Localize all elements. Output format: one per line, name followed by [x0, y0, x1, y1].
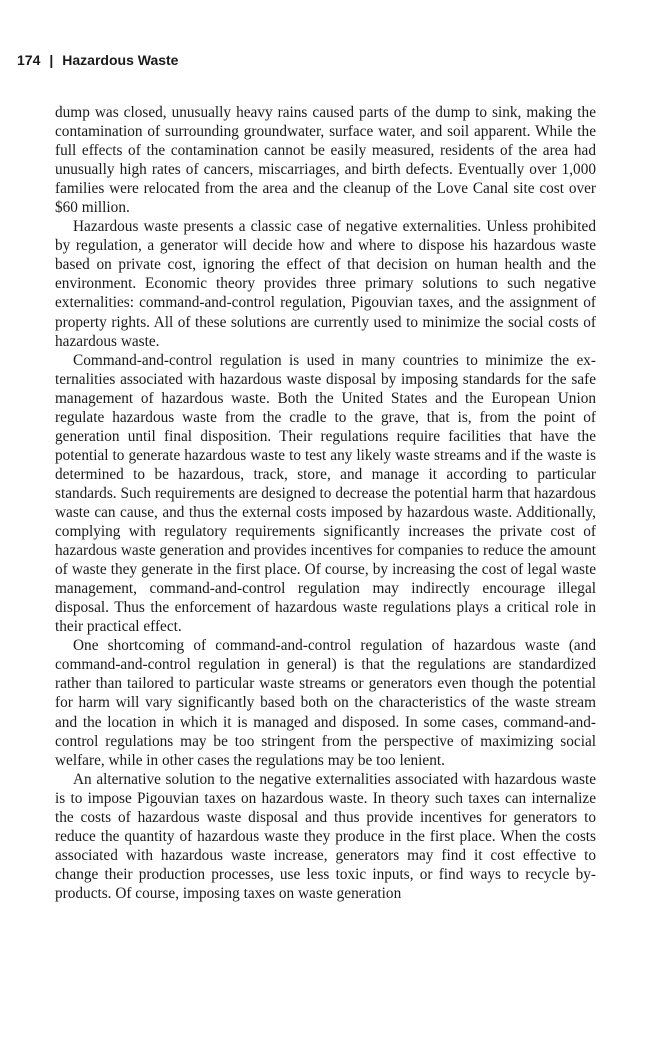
- running-title: Hazardous Waste: [62, 52, 179, 68]
- paragraph: Hazardous waste presents a classic case of negative externalities. Unless prohibited by regulation, a generator will decide how and where to dispose his hazardous waste based on private cost, ignoring the effect of that decision on human health and the environment. Economic theory provides three primary solutions to such negative externalities: command-and-control regulation, Pigouvian taxes, and the assignment of property rights. All of these solutions are currently used to minimize the social costs of hazardous waste.: [55, 218, 596, 350]
- header-separator: |: [49, 52, 54, 68]
- running-head: [17, 51, 178, 69]
- page-number: 174: [17, 52, 41, 68]
- paragraph: Command-and-control regulation is used in many countries to minimize the externalities associated with hazardous waste disposal by imposing standards for the safe management of hazardous waste. Both the United States and the European Union regulate hazardous waste from the cradle to the grave, that is, from the point of generation until final disposition. Their regulations require facilities that have the potential to generate hazardous waste to test any likely waste streams and if the waste is determined to be hazardous, track, store, and manage it according to particular standards. Such requirements are designed to decrease the potential harm that hazardous waste can cause, and thus the external costs imposed by hazardous waste. Additionally, complying with regulatory requirements significantly increases the private cost of hazardous waste generation and provides incentives for companies to reduce the amount of waste they generate in the first place. Of course, by increasing the cost of legal waste management, command-and-control regulation may indirectly encourage illegal disposal. Thus the enforcement of hazardous waste regulations plays a critical role in their practical effect.: [55, 351, 596, 636]
- paragraph: An alternative solution to the negative externalities associated with hazardous waste is to impose Pigouvian taxes on hazardous waste. In theory such taxes can internalize the costs of hazardous waste disposal and thus provide incentives for generators to reduce the quantity of hazardous waste they produce in the first place. When the costs associated with hazardous waste increase, generators may find it cost effective to change their production processes, use less toxic inputs, or find ways to recycle by-products. Of course, imposing taxes on waste generation: [55, 770, 596, 902]
- body-text: [55, 103, 596, 903]
- paragraph: One shortcoming of command-and-control regulation of hazardous waste (and command-and-control regulation in general) is that the regulations are standardized rather than tailored to particular waste streams or generators even though the potential for harm will vary significantly based both on the characteristics of the waste stream and the location in which it is managed and disposed. In some cases, command-and-control regulations may be too stringent from the perspective of maximizing social welfare, while in other cases the regulations may be too lenient.: [55, 637, 596, 769]
- paragraph-continued: dump was closed, unusually heavy rains caused parts of the dump to sink, making the contamination of surrounding groundwater, surface water, and soil apparent. While the full effects of the contamination cannot be easily measured, residents of the area had unusually high rates of cancers, miscarriages, and birth defects. Eventually over 1,000 families were relocated from the area and the cleanup of the Love Canal site cost over $60 million.: [55, 104, 596, 217]
